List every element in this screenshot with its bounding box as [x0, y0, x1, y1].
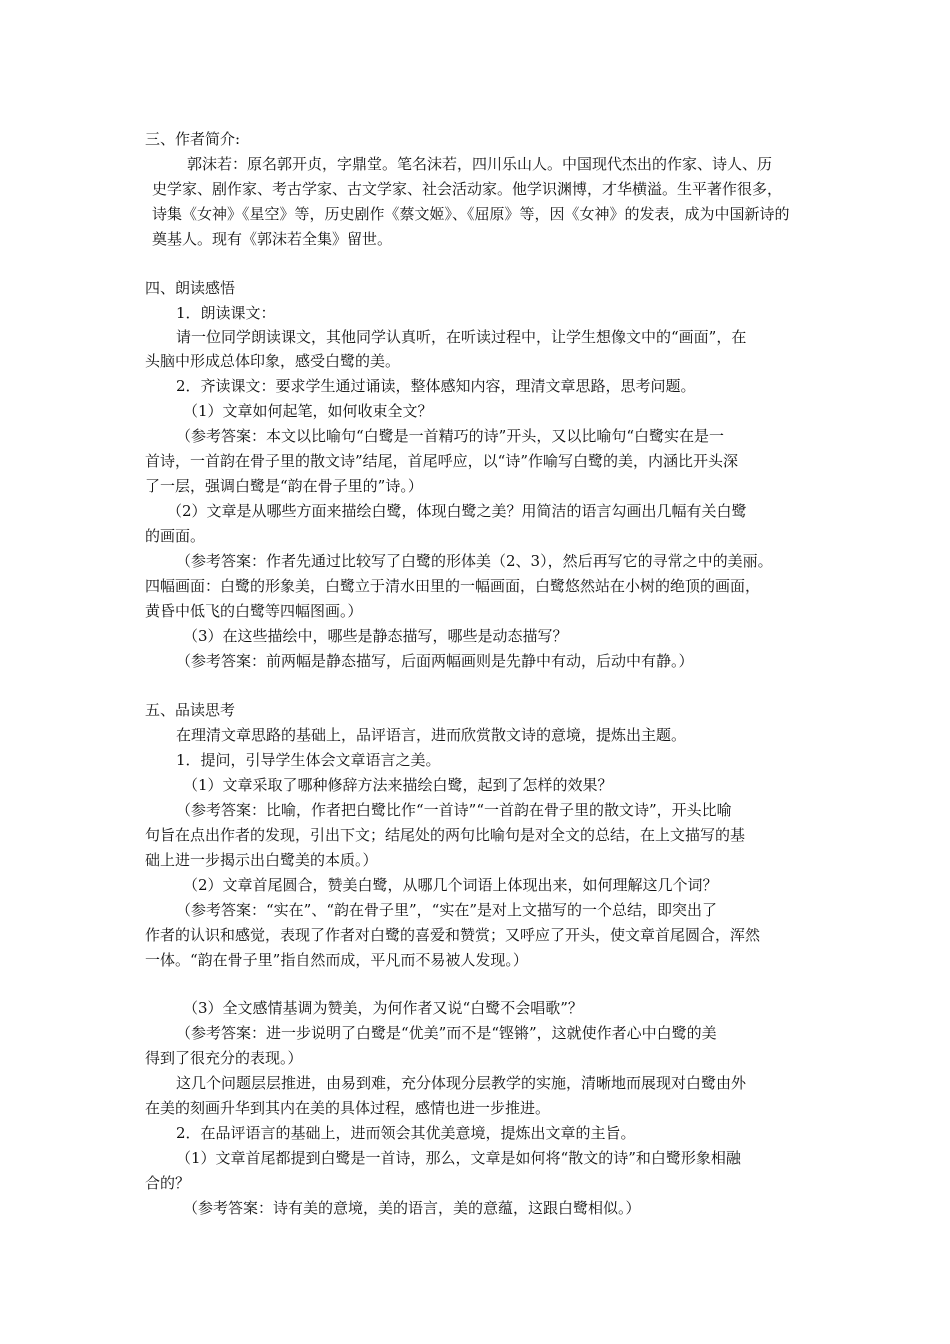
question-line: （1）文章首尾都提到白鹭是一首诗，那么，文章是如何将“散文的诗”和白鹭形象相融 [176, 1149, 741, 1167]
question-line: （2）文章首尾圆合，赞美白鹭，从哪几个词语上体现出来，如何理解这几个词？ [183, 876, 718, 894]
answer-line: 四幅画面：白鹭的形象美，白鹭立于清水田里的一幅画面，白鹭悠然站在小树的绝顶的画面， [145, 577, 761, 595]
question-line: （3）全文感情基调为赞美，为何作者又说“白鹭不会唱歌”？ [183, 999, 583, 1017]
paragraph-line: 头脑中形成总体印象，感受白鹭的美。 [145, 352, 401, 370]
paragraph-line: 2．齐读课文：要求学生通过诵读，整体感知内容，理清文章思路，思考问题。 [176, 377, 696, 395]
paragraph-line: 这几个问题层层推进，由易到难，充分体现分层教学的实施，清晰地而展现对白鹭由外 [176, 1074, 747, 1092]
answer-line: 首诗，一首韵在骨子里的散文诗”结尾，首尾呼应，以“诗”作喻写白鹭的美，内涵比开头深 [145, 452, 739, 470]
paragraph-line: 1．提问，引导学生体会文章语言之美。 [176, 751, 441, 769]
paragraph-line: 诗集《女神》《星空》等，历史剧作《蔡文姬》、《屈原》等，因《女神》的发表，成为中国新诗的 [152, 205, 790, 223]
paragraph-line: 请一位同学朗读课文，其他同学认真听，在听读过程中，让学生想像文中的“画面”，在 [176, 328, 747, 346]
paragraph-line: 奠基人。现有《郭沫若全集》留世。 [152, 230, 393, 248]
question-line: （1）文章如何起笔，如何收束全文？ [183, 402, 433, 420]
answer-line: 得到了很充分的表现。） [145, 1049, 303, 1067]
section-heading-reading: 四、朗读感悟 [145, 279, 236, 297]
answer-line: （参考答案：进一步说明了白鹭是“优美”而不是“铿锵”，这就使作者心中白鹭的美 [176, 1024, 717, 1042]
answer-line: 了一层，强调白鹭是“韵在骨子里的”诗。） [145, 477, 423, 495]
paragraph-line: 1．朗读课文： [176, 304, 276, 322]
paragraph-line: 郭沫若：原名郭开贞，字鼎堂。笔名沫若，四川乐山人。中国现代杰出的作家、诗人、历 [187, 155, 773, 173]
answer-line: （参考答案：本文以比喻句“白鹭是一首精巧的诗”开头，又以比喻句“白鹭实在是一 [176, 427, 725, 445]
question-line: 的画面。 [145, 527, 206, 545]
paragraph-line: 史学家、剧作家、考古学家、古文学家、社会活动家。他学识渊博，才华横溢。生平著作很多， [152, 180, 783, 198]
answer-line: 一体。“韵在骨子里”指自然而成，平凡而不易被人发现。） [145, 951, 528, 969]
answer-line: （参考答案：前两幅是静态描写，后面两幅画则是先静中有动，后动中有静。） [176, 652, 694, 670]
answer-line: 句旨在点出作者的发现，引出下文；结尾处的两句比喻句是对全文的总结，在上文描写的基 [145, 826, 746, 844]
paragraph-line: 2．在品评语言的基础上，进而领会其优美意境，提炼出文章的主旨。 [176, 1124, 636, 1142]
paragraph-line: 在理清文章思路的基础上，品评语言，进而欣赏散文诗的意境，提炼出主题。 [176, 726, 687, 744]
answer-line: 础上进一步揭示出白鹭美的本质。） [145, 851, 378, 869]
paragraph-line: 在美的刻画升华到其内在美的具体过程，感情也进一步推进。 [145, 1099, 551, 1117]
section-heading-author-intro: 三、作者简介: [145, 130, 241, 148]
answer-line: （参考答案：诗有美的意境，美的语言，美的意蕴，这跟白鹭相似。） [183, 1199, 641, 1217]
question-line: （1）文章采取了哪种修辞方法来描绘白鹭，起到了怎样的效果？ [183, 776, 613, 794]
question-line: （3）在这些描绘中，哪些是静态描写，哪些是动态描写？ [183, 627, 568, 645]
answer-line: 作者的认识和感觉，表现了作者对白鹭的喜爱和赞赏；又呼应了开头，使文章首尾圆合，浑然 [145, 926, 761, 944]
answer-line: 黄昏中低飞的白鹭等四幅图画。） [145, 602, 363, 620]
section-heading-reflection: 五、品读思考 [145, 701, 236, 719]
question-line: 合的？ [145, 1174, 191, 1192]
answer-line: （参考答案：“实在”、“韵在骨子里”，“实在”是对上文描写的一个总结，即突出了 [176, 901, 718, 919]
question-line: （2）文章是从哪些方面来描绘白鹭，体现白鹭之美？用简洁的语言勾画出几幅有关白鹭 [167, 502, 747, 520]
answer-line: （参考答案：作者先通过比较写了白鹭的形体美（2、3），然后再写它的寻常之中的美丽。 [176, 552, 773, 570]
answer-line: （参考答案：比喻，作者把白鹭比作“一首诗”“一首韵在骨子里的散文诗”，开头比喻 [176, 801, 732, 819]
